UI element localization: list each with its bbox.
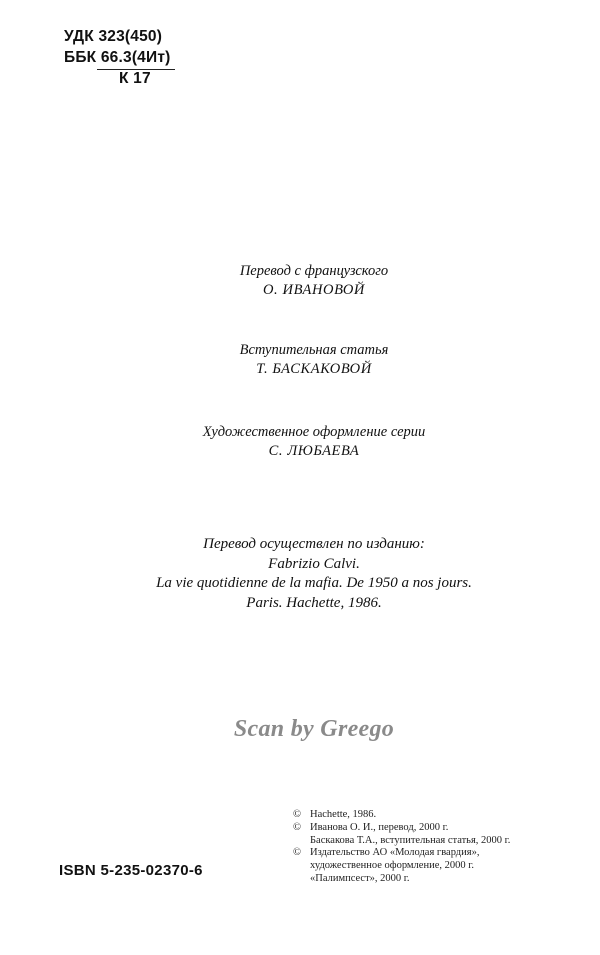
copyright-block	[293, 809, 510, 886]
copyright-row	[293, 873, 510, 886]
bbk-code: ББК 66.3(4Ит)	[64, 49, 171, 66]
author-mark: К 17	[119, 70, 151, 87]
copyright-row	[293, 860, 510, 873]
source-publisher: Paris. Hachette, 1986.	[246, 594, 382, 611]
classification-block	[64, 26, 171, 89]
copyright-text: Hachette, 1986.	[310, 809, 377, 820]
copyright-symbol: ©	[293, 847, 301, 859]
copyright-text: Иванова О. И., перевод, 2000 г.	[310, 821, 449, 833]
source-author: Fabrizio Calvi.	[268, 555, 360, 572]
udk-code: УДК 323(450)	[64, 28, 163, 45]
translator-name: О. ИВАНОВОЙ	[262, 282, 366, 298]
copyright-text: Баскакова Т.А., вступительная статья, 2000 г.	[310, 834, 511, 846]
source-title: La vie quotidienne de la mafia. De 1950 a nos jours.	[156, 575, 472, 591]
copyright-row	[293, 809, 510, 822]
intro-credit	[0, 341, 600, 379]
copyright-text: «Палимпсест», 2000 г.	[310, 872, 410, 884]
copyright-symbol: ©	[293, 809, 301, 820]
scan-watermark: Scan by Greego	[233, 716, 395, 742]
copyright-text: художественное оформление, 2000 г.	[310, 860, 474, 872]
design-credit	[0, 423, 600, 461]
source-label: Перевод осуществлен по изданию:	[203, 536, 425, 552]
copyright-text: Издательство АО «Молодая гвардия»,	[310, 847, 480, 859]
copyright-row	[293, 822, 510, 835]
designer-name: С. ЛЮБАЕВА	[268, 443, 360, 459]
copyright-row	[293, 835, 510, 848]
copyright-symbol: ©	[293, 821, 301, 833]
intro-author-name: Т. БАСКАКОВОЙ	[256, 361, 372, 377]
translation-credit	[0, 262, 600, 300]
translation-label: Перевод с французского	[239, 263, 389, 279]
source-edition-credit	[0, 535, 600, 613]
intro-label: Вступительная статья	[239, 342, 389, 358]
isbn-number: ISBN 5-235-02370-6	[59, 862, 203, 879]
copyright-row	[293, 847, 510, 860]
design-label: Художественное оформление серии	[202, 424, 426, 440]
